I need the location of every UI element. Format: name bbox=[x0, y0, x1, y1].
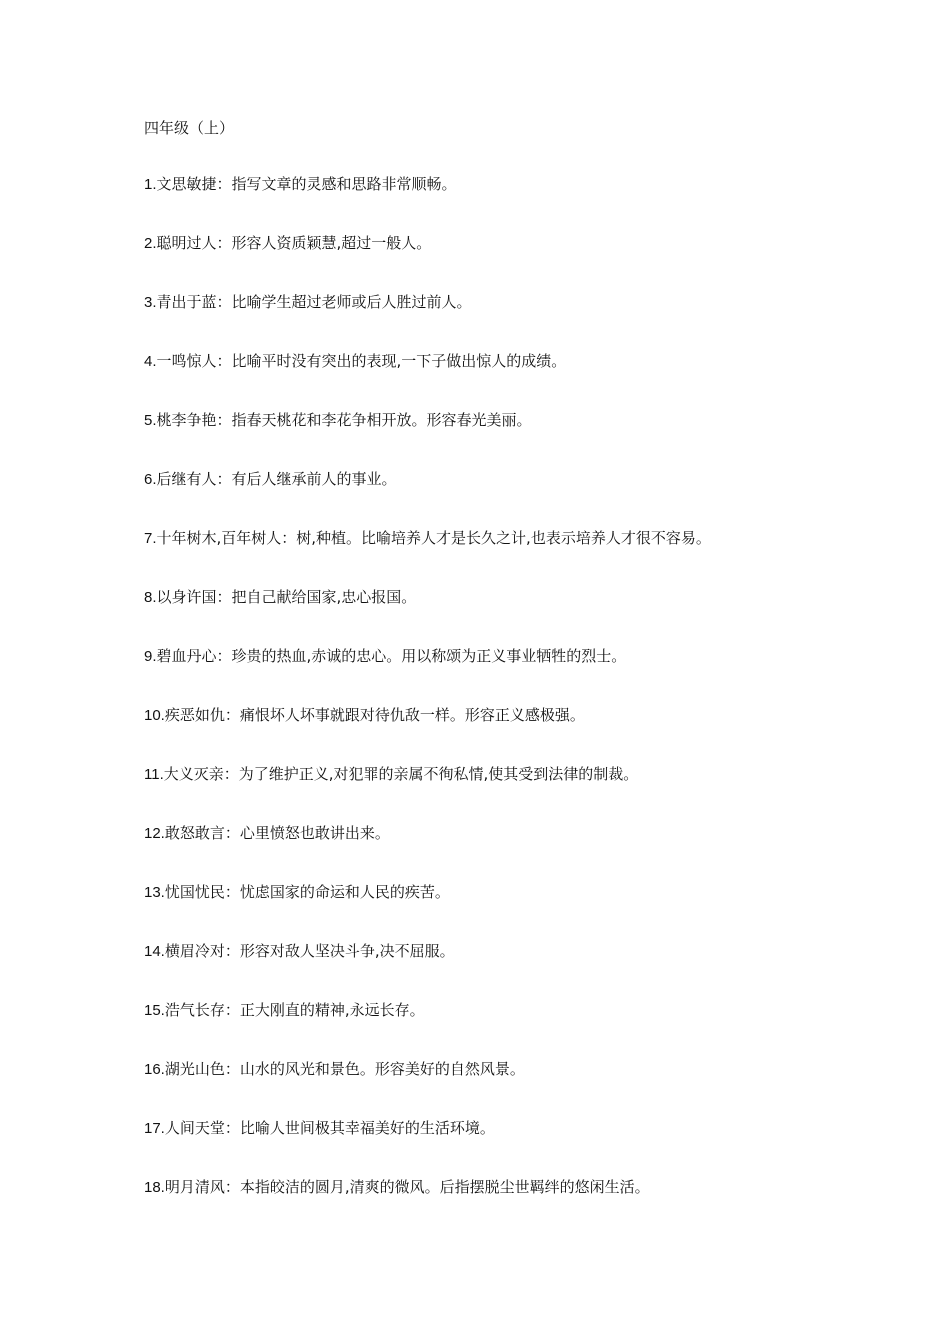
item-text: 大义灭亲：为了维护正义,对犯罪的亲属不徇私情,使其受到法律的制裁。 bbox=[163, 765, 639, 783]
item-text: 青出于蓝：比喻学生超过老师或后人胜过前人。 bbox=[156, 293, 472, 311]
list-item bbox=[144, 408, 924, 467]
item-text: 以身许国：把自己献给国家,忠心报国。 bbox=[156, 588, 417, 606]
item-text: 聪明过人：形容人资质颖慧,超过一般人。 bbox=[156, 234, 432, 252]
item-text: 碧血丹心：珍贵的热血,赤诚的忠心。用以称颂为正义事业牺牲的烈士。 bbox=[156, 647, 627, 665]
item-number: 10. bbox=[144, 707, 165, 724]
list-item bbox=[144, 467, 924, 526]
item-text: 后继有人：有后人继承前人的事业。 bbox=[156, 470, 397, 488]
document-heading: 四年级（上） bbox=[144, 119, 235, 137]
item-text: 人间天堂：比喻人世间极其幸福美好的生活环境。 bbox=[164, 1119, 495, 1137]
item-text: 敢怒敢言：心里愤怒也敢讲出来。 bbox=[164, 824, 390, 842]
item-text: 湖光山色：山水的风光和景色。形容美好的自然风景。 bbox=[164, 1060, 525, 1078]
item-text: 忧国忧民：忧虑国家的命运和人民的疾苦。 bbox=[164, 883, 450, 901]
idiom-list bbox=[144, 172, 924, 1234]
list-item bbox=[144, 290, 924, 349]
item-text: 疾恶如仇：痛恨坏人坏事就跟对待仇敌一样。形容正义感极强。 bbox=[164, 706, 585, 724]
item-number: 8. bbox=[144, 589, 157, 606]
list-item bbox=[144, 644, 924, 703]
item-number: 16. bbox=[144, 1061, 165, 1078]
item-number: 2. bbox=[144, 235, 157, 252]
list-item bbox=[144, 349, 924, 408]
item-text: 明月清风：本指皎洁的圆月,清爽的微风。后指摆脱尘世羁绊的悠闲生活。 bbox=[164, 1178, 650, 1196]
item-text: 一鸣惊人：比喻平时没有突出的表现,一下子做出惊人的成绩。 bbox=[156, 352, 567, 370]
item-number: 3. bbox=[144, 294, 157, 311]
item-number: 4. bbox=[144, 353, 157, 370]
list-item bbox=[144, 821, 924, 880]
item-number: 5. bbox=[144, 412, 157, 429]
item-text: 文思敏捷：指写文章的灵感和思路非常顺畅。 bbox=[156, 175, 457, 193]
item-number: 6. bbox=[144, 471, 157, 488]
item-text: 十年树木,百年树人：树,种植。比喻培养人才是长久之计,也表示培养人才很不容易。 bbox=[156, 529, 711, 547]
item-text: 浩气长存：正大刚直的精神,永远长存。 bbox=[164, 1001, 425, 1019]
list-item bbox=[144, 762, 924, 821]
item-text: 桃李争艳：指春天桃花和李花争相开放。形容春光美丽。 bbox=[156, 411, 532, 429]
item-number: 15. bbox=[144, 1002, 165, 1019]
list-item bbox=[144, 1175, 924, 1234]
item-number: 17. bbox=[144, 1120, 165, 1137]
list-item bbox=[144, 172, 924, 231]
list-item bbox=[144, 939, 924, 998]
list-item bbox=[144, 998, 924, 1057]
list-item bbox=[144, 880, 924, 939]
item-number: 12. bbox=[144, 825, 165, 842]
item-number: 11. bbox=[144, 766, 164, 783]
item-number: 18. bbox=[144, 1179, 165, 1196]
item-number: 7. bbox=[144, 530, 157, 547]
item-number: 1. bbox=[144, 176, 157, 193]
item-text: 横眉冷对：形容对敌人坚决斗争,决不屈服。 bbox=[164, 942, 455, 960]
list-item bbox=[144, 1116, 924, 1175]
item-number: 13. bbox=[144, 884, 165, 901]
item-number: 14. bbox=[144, 943, 165, 960]
list-item bbox=[144, 231, 924, 290]
list-item bbox=[144, 1057, 924, 1116]
item-number: 9. bbox=[144, 648, 157, 665]
list-item bbox=[144, 526, 924, 585]
list-item bbox=[144, 585, 924, 644]
list-item bbox=[144, 703, 924, 762]
